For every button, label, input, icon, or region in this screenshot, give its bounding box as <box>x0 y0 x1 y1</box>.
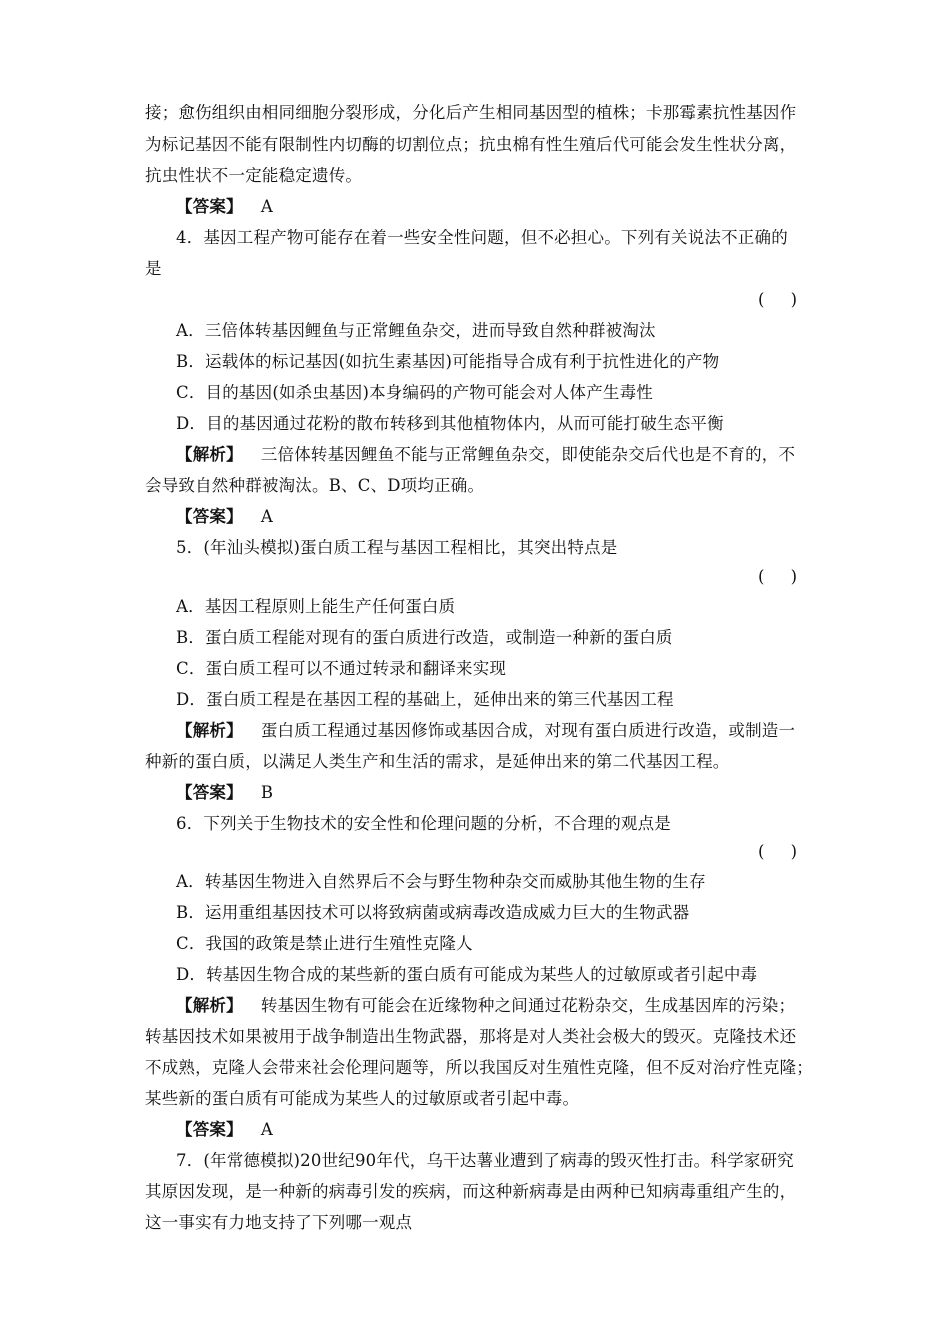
q4-answer-line <box>176 506 273 528</box>
q4-option-c: C．目的基因(如杀虫基因)本身编码的产物可能会对人体产生毒性 <box>176 383 653 402</box>
q6-option-a: A．转基因生物进入自然界后不会与野生物种杂交而威胁其他生物的生存 <box>176 872 706 891</box>
answer-label: 【答案】 <box>176 507 243 526</box>
q4-analysis-line-1 <box>176 444 795 466</box>
q5-option-a: A．基因工程原则上能生产任何蛋白质 <box>176 597 456 616</box>
answer-value: A <box>260 507 273 526</box>
analysis-text: 三倍体转基因鲤鱼不能与正常鲤鱼杂交，即使能杂交后代也是不育的，不 <box>260 445 796 464</box>
q4-answer-blank: ( ) <box>758 290 798 309</box>
q5-option-b: B．蛋白质工程能对现有的蛋白质进行改造，或制造一种新的蛋白质 <box>176 628 673 647</box>
q7-stem-line-2: 其原因发现，是一种新的病毒引发的疾病，而这种新病毒是由两种已知病毒重组产生的， <box>145 1182 797 1201</box>
q6-option-d: D．转基因生物合成的某些新的蛋白质有可能成为某些人的过敏原或者引起中毒 <box>176 965 758 984</box>
answer-value: A <box>260 1120 273 1139</box>
q6-analysis-line-2: 转基因技术如果被用于战争制造出生物武器，那将是对人类社会极大的毁灭。克隆技术还 <box>145 1027 797 1046</box>
q5-answer-line <box>176 782 273 804</box>
q5-option-c: C．蛋白质工程可以不通过转录和翻译来实现 <box>176 659 507 678</box>
q6-analysis-line-3: 不成熟，克隆人会带来社会伦理问题等，所以我国反对生殖性克隆，但不反对治疗性克隆； <box>145 1058 813 1077</box>
q4-stem-line-2: 是 <box>145 259 162 278</box>
q6-stem: 6．下列关于生物技术的安全性和伦理问题的分析，不合理的观点是 <box>176 814 671 833</box>
q6-analysis-line-1 <box>176 995 795 1017</box>
q5-analysis-line-2: 种新的蛋白质，以满足人类生产和生活的需求，是延伸出来的第二代基因工程。 <box>145 752 730 771</box>
q6-option-c: C．我国的政策是禁止进行生殖性克隆人 <box>176 934 473 953</box>
intro-line-3: 抗虫性状不一定能稳定遗传。 <box>145 166 363 185</box>
q6-answer-line <box>176 1119 273 1141</box>
q7-stem-line-1: 7．(年常德模拟)20世纪90年代，乌干达薯业遭到了病毒的毁灭性打击。科学家研究 <box>176 1151 794 1170</box>
q5-analysis-line-1 <box>176 720 795 742</box>
q4-option-a: A．三倍体转基因鲤鱼与正常鲤鱼杂交，进而导致自然种群被淘汰 <box>176 321 656 340</box>
q5-answer-blank: ( ) <box>758 567 798 586</box>
q6-answer-blank: ( ) <box>758 842 798 861</box>
q5-stem: 5．(年汕头模拟)蛋白质工程与基因工程相比，其突出特点是 <box>176 538 618 557</box>
answer-value: A <box>260 197 273 216</box>
answer-label: 【答案】 <box>176 197 243 216</box>
analysis-label: 【解析】 <box>176 996 243 1015</box>
answer-label: 【答案】 <box>176 783 243 802</box>
q6-option-b: B．运用重组基因技术可以将致病菌或病毒改造成威力巨大的生物武器 <box>176 903 690 922</box>
q3-answer-line <box>176 196 273 218</box>
q4-analysis-line-2: 会导致自然种群被淘汰。B、C、D项均正确。 <box>145 476 485 495</box>
intro-line-2: 为标记基因不能有限制性内切酶的切割位点；抗虫棉有性生殖后代可能会发生性状分离， <box>145 135 797 154</box>
analysis-text: 转基因生物有可能会在近缘物种之间通过花粉杂交，生成基因库的污染； <box>260 996 796 1015</box>
q6-analysis-line-4: 某些新的蛋白质有可能成为某些人的过敏原或者引起中毒。 <box>145 1089 580 1108</box>
answer-value: B <box>260 783 274 802</box>
analysis-label: 【解析】 <box>176 445 243 464</box>
analysis-label: 【解析】 <box>176 721 243 740</box>
intro-line-1: 接；愈伤组织由相同细胞分裂形成，分化后产生相同基因型的植株；卡那霉素抗性基因作 <box>145 103 797 122</box>
q4-stem-line-1: 4．基因工程产物可能存在着一些安全性问题，但不必担心。下列有关说法不正确的 <box>176 228 788 247</box>
q5-option-d: D．蛋白质工程是在基因工程的基础上，延伸出来的第三代基因工程 <box>176 690 674 709</box>
q4-option-d: D．目的基因通过花粉的散布转移到其他植物体内，从而可能打破生态平衡 <box>176 414 724 433</box>
answer-label: 【答案】 <box>176 1120 243 1139</box>
q7-stem-line-3: 这一事实有力地支持了下列哪一观点 <box>145 1213 413 1232</box>
analysis-text: 蛋白质工程通过基因修饰或基因合成，对现有蛋白质进行改造，或制造一 <box>260 721 796 740</box>
q4-option-b: B．运载体的标记基因(如抗生素基因)可能指导合成有利于抗性进化的产物 <box>176 352 720 371</box>
